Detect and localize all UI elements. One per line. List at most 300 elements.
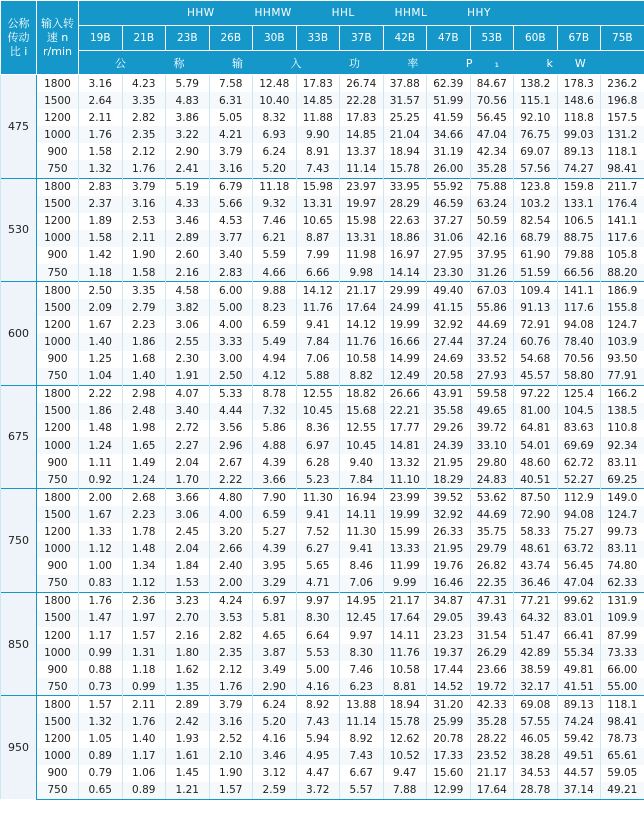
power-cell: 2.16 [166,264,210,282]
table-row [1,92,644,109]
power-cell: 40.51 [514,471,558,489]
power-cell: 12.62 [383,731,427,748]
power-cell: 11.76 [383,644,427,661]
power-cell: 4.23 [122,75,166,93]
power-cell: 5.05 [209,109,253,126]
power-cell: 47.04 [470,126,514,143]
power-cell: 19.97 [340,196,384,213]
power-cell: 55.00 [601,678,644,696]
power-cell: 6.27 [296,541,340,558]
power-cell: 69.07 [514,143,558,160]
power-cell: 14.11 [340,506,384,523]
power-cell: 59.05 [601,765,644,782]
power-cell: 186.9 [601,282,644,300]
power-cell: 17.44 [427,661,471,678]
power-cell: 55.34 [557,644,601,661]
power-cell: 1.05 [79,731,123,748]
power-cell: 5.20 [253,160,297,178]
speed-cell: 1500 [37,713,79,730]
power-cell: 3.29 [253,575,297,593]
power-cell: 34.66 [427,126,471,143]
power-cell: 58.80 [557,368,601,386]
power-cell: 91.13 [514,299,558,316]
table-row [1,575,644,593]
power-cell: 17.64 [383,610,427,627]
power-cell: 22.21 [383,403,427,420]
power-cell: 11.30 [296,489,340,507]
power-cell: 15.98 [340,213,384,230]
table-row [1,748,644,765]
power-cell: 66.56 [557,264,601,282]
power-cell: 3.95 [253,558,297,575]
ratio-cell: 675 [1,385,37,489]
power-cell: 1.90 [122,247,166,264]
power-cell: 69.08 [514,696,558,714]
ratio-cell: 750 [1,489,37,593]
power-cell: 50.59 [470,213,514,230]
power-cell: 3.35 [122,92,166,109]
power-cell: 4.88 [253,437,297,454]
power-cell: 1.57 [79,696,123,714]
power-cell: 2.83 [79,178,123,196]
power-cell: 94.08 [557,316,601,333]
size-header: 19B [79,26,123,51]
power-cell: 6.93 [253,126,297,143]
power-cell: 2.79 [122,299,166,316]
power-cell: 11.76 [296,299,340,316]
power-cell: 41.59 [427,109,471,126]
power-cell: 57.56 [514,160,558,178]
power-cell: 1.93 [166,731,210,748]
power-cell: 2.50 [79,282,123,300]
power-cell: 87.50 [514,489,558,507]
power-cell: 236.2 [601,75,644,93]
power-cell: 6.59 [253,316,297,333]
table-row [1,368,644,386]
power-cell: 1.76 [209,678,253,696]
power-cell: 31.06 [427,230,471,247]
power-cell: 2.42 [166,713,210,730]
power-cell: 1.68 [122,351,166,368]
power-cell: 1.61 [166,748,210,765]
power-cell: 1.24 [122,471,166,489]
power-cell: 9.41 [340,541,384,558]
power-cell: 2.22 [209,471,253,489]
table-row [1,454,644,471]
power-cell: 24.83 [470,471,514,489]
power-cell: 178.3 [557,75,601,93]
power-cell: 32.92 [427,316,471,333]
power-cell: 4.07 [166,385,210,403]
power-cell: 83.63 [557,420,601,437]
size-header: 42B [383,26,427,51]
power-cell: 1.11 [79,454,123,471]
power-cell: 14.95 [340,592,384,610]
power-cell: 88.20 [601,264,644,282]
power-cell: 21.17 [470,765,514,782]
power-cell: 15.98 [296,178,340,196]
power-cell: 23.30 [427,264,471,282]
table-row [1,782,644,800]
table-row [1,644,644,661]
power-cell: 77.91 [601,368,644,386]
power-cell: 6.97 [296,437,340,454]
power-cell: 26.33 [427,523,471,540]
power-cell: 0.89 [122,782,166,800]
power-cell: 1.45 [166,765,210,782]
power-cell: 1.00 [79,558,123,575]
power-cell: 20.58 [427,368,471,386]
power-cell: 4.39 [253,454,297,471]
power-cell: 3.06 [166,316,210,333]
power-cell: 3.16 [209,160,253,178]
power-cell: 1.40 [79,333,123,350]
ratio-cell: 475 [1,75,37,179]
power-cell: 46.59 [427,196,471,213]
speed-cell: 750 [37,678,79,696]
table-row [1,506,644,523]
power-cell: 112.9 [557,489,601,507]
power-cell: 8.91 [296,143,340,160]
power-cell: 5.59 [253,247,297,264]
power-cell: 7.06 [340,575,384,593]
table-row [1,437,644,454]
table-row [1,661,644,678]
size-header: 47B [427,26,471,51]
power-cell: 1.62 [166,661,210,678]
speed-cell: 1200 [37,213,79,230]
power-cell: 23.23 [427,627,471,644]
power-cell: 2.68 [122,489,166,507]
power-cell: 72.90 [514,506,558,523]
table-row [1,109,644,126]
power-cell: 1.86 [122,333,166,350]
power-cell: 3.16 [209,713,253,730]
power-cell: 17.83 [296,75,340,93]
power-cell: 6.66 [296,264,340,282]
power-cell: 63.24 [470,196,514,213]
power-cell: 8.32 [253,109,297,126]
power-cell: 3.66 [166,489,210,507]
power-cell: 75.88 [470,178,514,196]
power-cell: 1.86 [79,403,123,420]
power-cell: 5.49 [253,333,297,350]
power-cell: 24.99 [383,299,427,316]
table-row [1,126,644,143]
power-cell: 5.19 [166,178,210,196]
power-cell: 49.81 [557,661,601,678]
power-cell: 159.8 [557,178,601,196]
power-cell: 3.33 [209,333,253,350]
size-header: 30B [253,26,297,51]
power-cell: 29.05 [427,610,471,627]
power-cell: 15.68 [340,403,384,420]
power-cell: 6.79 [209,178,253,196]
power-cell: 2.89 [166,230,210,247]
power-cell: 1.42 [79,247,123,264]
power-cell: 2.23 [122,316,166,333]
power-cell: 69.25 [601,471,644,489]
power-cell: 8.36 [296,420,340,437]
power-cell: 9.32 [253,196,297,213]
table-row [1,196,644,213]
power-cell: 2.53 [122,213,166,230]
power-cell: 1.31 [122,644,166,661]
power-cell: 4.80 [209,489,253,507]
power-cell: 6.31 [209,92,253,109]
power-cell: 17.83 [340,109,384,126]
power-cell: 43.74 [514,558,558,575]
power-cell: 18.94 [383,696,427,714]
power-cell: 44.69 [470,506,514,523]
power-cell: 1.89 [79,213,123,230]
power-cell: 70.56 [557,351,601,368]
power-cell: 28.29 [383,196,427,213]
table-body [1,75,644,800]
series-label: HHY [467,7,491,19]
power-cell: 1.48 [122,541,166,558]
power-cell: 89.13 [557,143,601,160]
power-cell: 12.55 [296,385,340,403]
power-cell: 45.57 [514,368,558,386]
power-cell: 3.87 [253,644,297,661]
table-row [1,592,644,610]
power-cell: 10.45 [296,403,340,420]
power-cell: 0.89 [79,748,123,765]
power-cell: 5.33 [209,385,253,403]
speed-cell: 1500 [37,403,79,420]
power-cell: 67.03 [470,282,514,300]
speed-cell: 1200 [37,109,79,126]
table-row [1,75,644,93]
size-header: 53B [470,26,514,51]
power-cell: 9.41 [296,316,340,333]
speed-cell: 1000 [37,437,79,454]
power-cell: 2.36 [122,592,166,610]
power-cell: 3.00 [209,351,253,368]
power-cell: 43.91 [427,385,471,403]
power-cell: 15.78 [383,160,427,178]
power-cell: 141.1 [601,213,644,230]
table-row [1,264,644,282]
power-cell: 17.64 [340,299,384,316]
power-cell: 99.03 [557,126,601,143]
power-cell: 4.12 [253,368,297,386]
power-cell: 3.23 [166,592,210,610]
power-cell: 83.11 [601,541,644,558]
power-cell: 62.72 [557,454,601,471]
power-cell: 98.41 [601,160,644,178]
power-cell: 2.04 [166,454,210,471]
table-row [1,420,644,437]
power-cell: 118.1 [601,143,644,160]
power-cell: 2.50 [209,368,253,386]
ratio-cell: 850 [1,592,37,696]
power-cell: 72.91 [514,316,558,333]
power-cell: 7.84 [296,333,340,350]
power-cell: 42.16 [470,230,514,247]
power-cell: 1.32 [79,713,123,730]
power-cell: 1.58 [79,230,123,247]
power-cell: 1.76 [122,160,166,178]
power-cell: 125.4 [557,385,601,403]
power-cell: 133.1 [557,196,601,213]
power-cell: 3.77 [209,230,253,247]
ratio-cell: 530 [1,178,37,282]
size-header: 67B [557,26,601,51]
power-cell: 123.8 [514,178,558,196]
power-cell: 1.67 [79,316,123,333]
power-cell: 7.99 [296,247,340,264]
speed-cell: 1800 [37,385,79,403]
power-cell: 1.17 [122,748,166,765]
power-cell: 31.57 [383,92,427,109]
power-cell: 9.88 [253,282,297,300]
power-cell: 3.53 [209,610,253,627]
power-cell: 1.53 [166,575,210,593]
power-cell: 25.25 [383,109,427,126]
power-cell: 9.41 [296,506,340,523]
power-cell: 68.79 [514,230,558,247]
power-cell: 3.35 [122,282,166,300]
power-cell: 8.81 [383,678,427,696]
power-cell: 1.21 [166,782,210,800]
speed-cell: 1000 [37,644,79,661]
power-cell: 37.27 [427,213,471,230]
power-cell: 2.11 [122,230,166,247]
power-cell: 8.92 [340,731,384,748]
power-cell: 75.27 [557,523,601,540]
power-cell: 1.98 [122,420,166,437]
power-cell: 8.23 [253,299,297,316]
power-cell: 11.98 [340,247,384,264]
power-cell: 31.20 [427,696,471,714]
power-cell: 1.35 [166,678,210,696]
table-row [1,282,644,300]
power-cell: 16.97 [383,247,427,264]
power-cell: 1.91 [166,368,210,386]
power-cell: 19.76 [427,558,471,575]
power-cell: 3.40 [209,247,253,264]
power-cell: 83.11 [601,454,644,471]
power-cell: 35.75 [470,523,514,540]
power-cell: 10.52 [383,748,427,765]
power-cell: 69.69 [557,437,601,454]
speed-cell: 1800 [37,282,79,300]
power-cell: 19.72 [470,678,514,696]
power-cell: 97.22 [514,385,558,403]
power-cell: 27.93 [470,368,514,386]
power-cell: 1.58 [79,143,123,160]
speed-cell: 1000 [37,230,79,247]
series-label: HHL [331,7,355,19]
power-cell: 7.46 [340,661,384,678]
power-cell: 1.17 [79,627,123,644]
power-cell: 4.47 [296,765,340,782]
speed-cell: 750 [37,160,79,178]
power-cell: 87.99 [601,627,644,644]
power-cell: 26.29 [470,644,514,661]
power-cell: 138.2 [514,75,558,93]
power-cell: 3.16 [79,75,123,93]
power-cell: 36.46 [514,575,558,593]
power-cell: 38.28 [514,748,558,765]
power-cell: 14.85 [340,126,384,143]
speed-cell: 1200 [37,316,79,333]
power-cell: 1.06 [122,765,166,782]
speed-cell: 1500 [37,92,79,109]
power-cell: 2.66 [209,541,253,558]
power-cell: 70.56 [470,92,514,109]
power-cell: 2.41 [166,160,210,178]
power-cell: 26.66 [383,385,427,403]
power-cell: 23.66 [470,661,514,678]
power-cell: 32.17 [514,678,558,696]
table-header [1,1,644,75]
size-header: 75B [601,26,644,51]
power-cell: 3.79 [122,178,166,196]
power-cell: 11.14 [340,713,384,730]
power-cell: 176.4 [601,196,644,213]
speed-cell: 750 [37,264,79,282]
power-cell: 6.28 [296,454,340,471]
power-cell: 2.00 [79,489,123,507]
power-cell: 3.72 [296,782,340,800]
power-cell: 12.49 [383,368,427,386]
power-cell: 6.67 [340,765,384,782]
power-cell: 7.46 [253,213,297,230]
speed-cell: 900 [37,351,79,368]
power-cell: 53.62 [470,489,514,507]
power-cell: 51.99 [427,92,471,109]
power-cell: 13.32 [383,454,427,471]
power-cell: 21.95 [427,454,471,471]
power-cell: 106.5 [557,213,601,230]
power-cell: 5.23 [296,471,340,489]
power-cell: 21.17 [383,592,427,610]
power-cell: 138.5 [601,403,644,420]
power-cell: 51.59 [514,264,558,282]
speed-cell: 1000 [37,748,79,765]
power-cell: 0.65 [79,782,123,800]
size-header: 33B [296,26,340,51]
power-cell: 1.12 [79,541,123,558]
power-cell: 17.77 [383,420,427,437]
table-row [1,403,644,420]
table-row [1,678,644,696]
power-cell: 5.86 [253,420,297,437]
power-cell: 19.99 [383,316,427,333]
power-cell: 0.99 [122,678,166,696]
power-cell: 109.9 [601,610,644,627]
table-row [1,230,644,247]
size-header: 23B [166,26,210,51]
speed-cell: 900 [37,765,79,782]
speed-cell: 750 [37,782,79,800]
power-cell: 0.73 [79,678,123,696]
size-header: 37B [340,26,384,51]
power-cell: 2.23 [122,506,166,523]
table-row [1,471,644,489]
power-cell: 22.35 [470,575,514,593]
power-cell: 19.37 [427,644,471,661]
power-cell: 2.55 [166,333,210,350]
power-cell: 5.00 [296,661,340,678]
power-cell: 98.41 [601,713,644,730]
table-row [1,523,644,540]
power-cell: 19.99 [383,506,427,523]
power-cell: 74.27 [557,160,601,178]
